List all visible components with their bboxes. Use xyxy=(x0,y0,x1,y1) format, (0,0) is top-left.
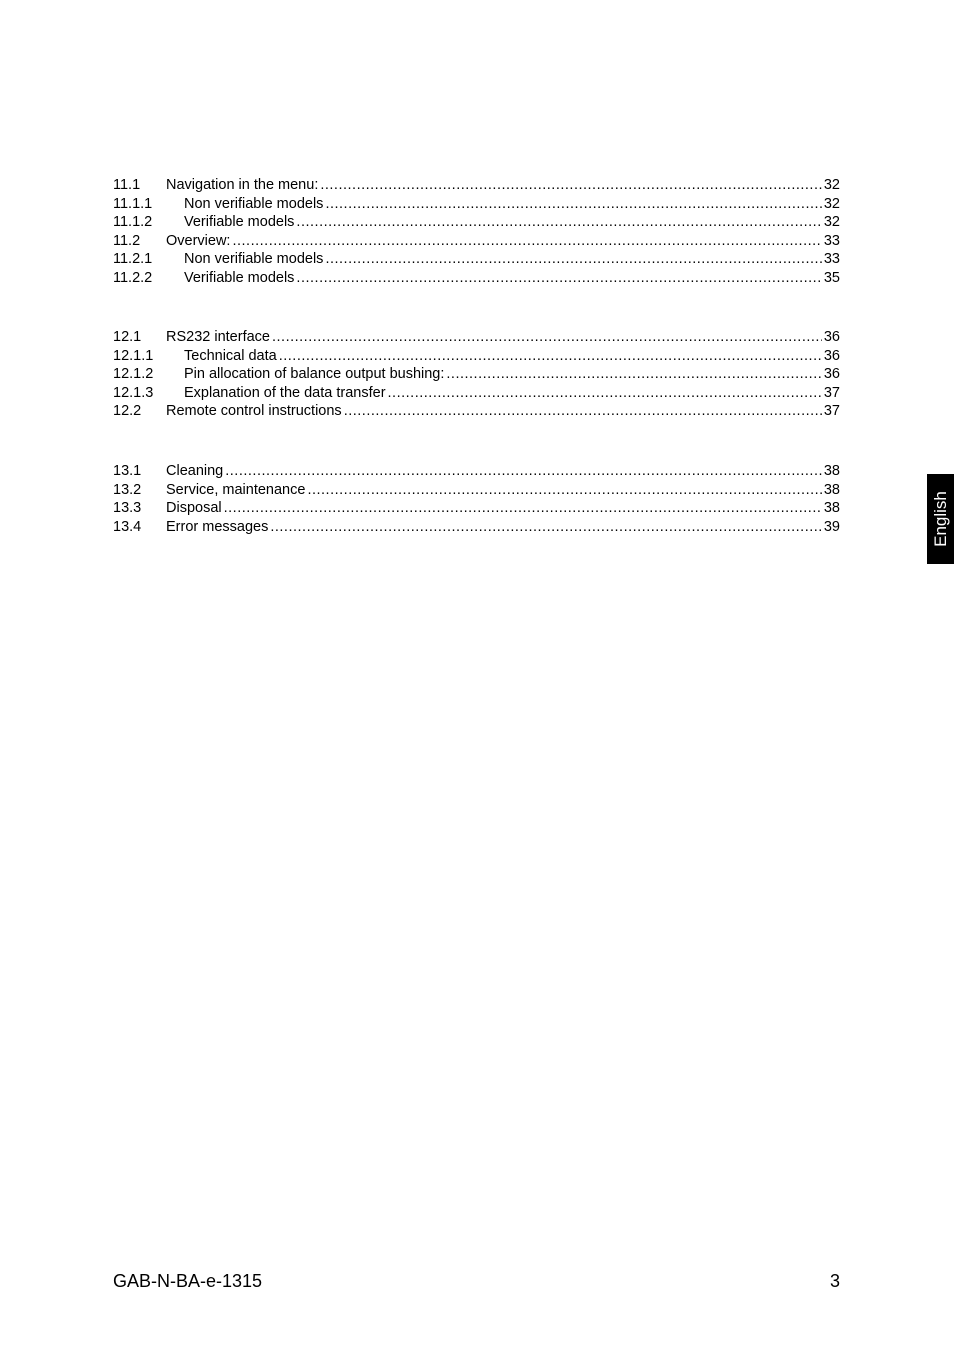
toc-entry-title: Disposal xyxy=(166,500,222,517)
toc-entry-title: Non verifiable models xyxy=(184,251,324,268)
toc-dot-leader xyxy=(296,269,821,288)
toc-entry-number: 11.2.1 xyxy=(113,251,153,268)
toc-entry-title: Verifiable models xyxy=(184,269,295,286)
toc-section-11 xyxy=(113,176,840,288)
toc-entry-page: 38 xyxy=(823,500,840,517)
toc-entry[interactable] xyxy=(113,213,840,232)
toc-dot-leader xyxy=(325,195,821,214)
toc-entry-page: 35 xyxy=(823,269,840,286)
toc-section-12 xyxy=(113,328,840,421)
toc-entry[interactable] xyxy=(113,499,840,518)
toc-entry-title: Technical data xyxy=(184,347,277,364)
toc-entry-title: Overview: xyxy=(166,232,231,249)
toc-entry[interactable] xyxy=(113,402,840,421)
toc-entry-title: Cleaning xyxy=(166,463,224,479)
toc-entry-title: Pin allocation of balance output bushing: xyxy=(184,366,445,383)
toc-entry[interactable] xyxy=(113,232,840,251)
toc-entry-number: 13.3 xyxy=(113,500,142,517)
toc-entry-number: 11.2 xyxy=(113,232,141,249)
toc-entry-number: 11.2.2 xyxy=(113,269,153,286)
toc-dot-leader xyxy=(296,213,821,232)
toc-entry-title: Navigation in the menu: xyxy=(166,177,319,193)
toc-entry-title: Explanation of the data transfer xyxy=(184,384,386,401)
toc-entry-page: 32 xyxy=(823,195,840,212)
toc-dot-leader xyxy=(279,347,822,366)
footer-page-number: 3 xyxy=(829,1271,840,1291)
toc-entry-page: 33 xyxy=(823,251,840,268)
toc-entry-number: 11.1.1 xyxy=(113,195,153,212)
toc-entry-page: 37 xyxy=(823,403,840,420)
toc-dot-leader xyxy=(225,462,822,481)
toc-dot-leader xyxy=(307,481,821,500)
toc-entry[interactable] xyxy=(113,250,840,269)
toc-dot-leader xyxy=(224,499,822,518)
language-tab-label: English xyxy=(930,491,950,547)
toc-entry-page: 37 xyxy=(823,384,840,401)
toc-entry-page: 39 xyxy=(823,518,840,535)
toc-entry-number: 12.1.1 xyxy=(113,347,154,364)
toc-entry-title: Non verifiable models xyxy=(184,195,324,212)
toc-entry[interactable] xyxy=(113,462,840,481)
toc-entry[interactable] xyxy=(113,365,840,384)
toc-dot-leader xyxy=(272,328,822,347)
toc-section-13 xyxy=(113,462,840,536)
toc-entry[interactable] xyxy=(113,195,840,214)
toc-entry-number: 12.2 xyxy=(113,403,142,420)
toc-entry-page: 38 xyxy=(823,481,840,498)
toc-dot-leader xyxy=(232,232,821,251)
toc-dot-leader xyxy=(270,518,822,537)
toc-entry-title: Verifiable models xyxy=(184,214,295,231)
toc-entry-title: Error messages xyxy=(166,518,269,535)
footer-document-id: GAB-N-BA-e-1315 xyxy=(113,1271,263,1291)
toc-entry-number: 12.1.3 xyxy=(113,384,154,401)
toc-entry[interactable] xyxy=(113,328,840,347)
toc-entry-page: 36 xyxy=(823,329,840,345)
toc-entry[interactable] xyxy=(113,176,840,195)
toc-entry-number: 11.1 xyxy=(113,177,141,193)
toc-entry-page: 33 xyxy=(823,232,840,249)
toc-entry-number: 12.1.2 xyxy=(113,366,154,383)
toc-entry[interactable] xyxy=(113,384,840,403)
toc-dot-leader xyxy=(320,176,822,195)
toc-entry[interactable] xyxy=(113,347,840,366)
toc-entry-page: 32 xyxy=(823,177,840,193)
toc-entry-page: 32 xyxy=(823,214,840,231)
toc-dot-leader xyxy=(344,402,822,421)
toc-entry-title: Service, maintenance xyxy=(166,481,306,498)
toc-entry-number: 13.1 xyxy=(113,463,142,479)
toc-entry-number: 12.1 xyxy=(113,329,142,345)
toc-entry-number: 13.4 xyxy=(113,518,142,535)
toc-dot-leader xyxy=(446,365,821,384)
toc-entry-number: 11.1.2 xyxy=(113,214,153,231)
language-tab xyxy=(927,474,954,564)
toc-entry-page: 36 xyxy=(823,366,840,383)
toc-entry-number: 13.2 xyxy=(113,481,142,498)
toc-dot-leader xyxy=(325,250,821,269)
toc-entry-title: RS232 interface xyxy=(166,329,270,345)
toc-dot-leader xyxy=(388,384,822,403)
toc-entry-page: 38 xyxy=(823,463,840,479)
toc-entry[interactable] xyxy=(113,481,840,500)
toc-entry-title: Remote control instructions xyxy=(166,403,342,420)
toc-entry-page: 36 xyxy=(823,347,840,364)
toc-entry[interactable] xyxy=(113,269,840,288)
toc-entry[interactable] xyxy=(113,518,840,537)
